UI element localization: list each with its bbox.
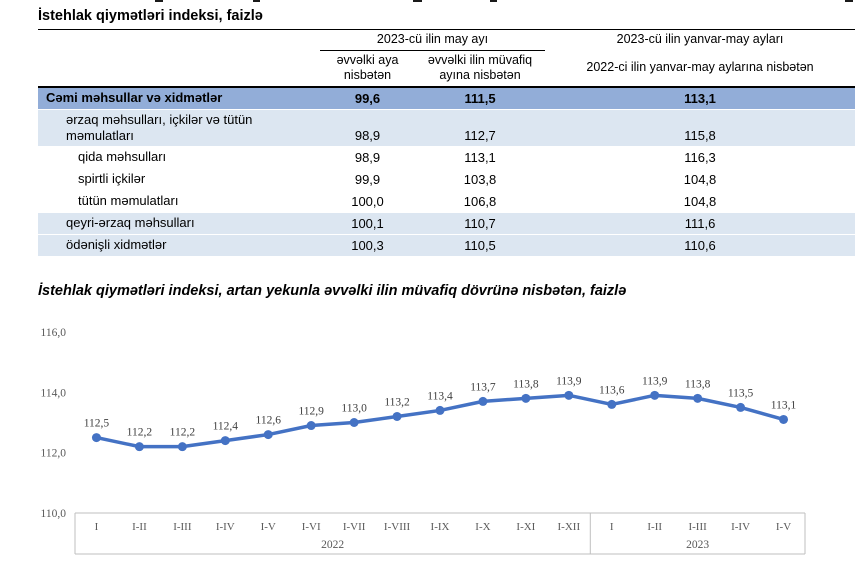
x-axis-tick-label: I-IX bbox=[430, 521, 450, 533]
table-header-group-row bbox=[38, 30, 855, 50]
data-point-marker bbox=[564, 391, 573, 400]
row-value-monthly: 100,3 bbox=[351, 237, 384, 253]
table-row-total bbox=[38, 87, 855, 109]
table-subheader-row bbox=[38, 50, 855, 87]
data-point-label: 112,5 bbox=[83, 417, 110, 430]
x-axis-tick-label: I-VIII bbox=[383, 521, 411, 533]
table-row-paid-services bbox=[38, 234, 855, 255]
cpi-table bbox=[38, 30, 855, 256]
y-axis-tick-label: 114,0 bbox=[40, 387, 66, 400]
data-point-marker bbox=[135, 442, 144, 451]
data-point-marker bbox=[478, 397, 487, 406]
column-header-ytd-line2: 2022-ci ilin yanvar-may aylarına nisbətən bbox=[586, 60, 814, 75]
row-value-yoy: 106,8 bbox=[463, 194, 497, 210]
data-point-label: 112,2 bbox=[169, 426, 196, 439]
table-row-alcoholic-drinks bbox=[38, 169, 855, 191]
row-label: qeyri-ərzaq məhsulları bbox=[66, 215, 195, 231]
data-point-marker bbox=[393, 412, 402, 421]
data-point-label: 113,6 bbox=[599, 384, 625, 397]
data-point-label: 113,8 bbox=[684, 378, 711, 391]
row-label: Cəmi məhsullar və xidmətlər bbox=[46, 89, 223, 105]
x-axis-tick-label: I-VII bbox=[342, 521, 366, 533]
table-row-tobacco-products bbox=[38, 191, 855, 213]
data-point-label: 113,9 bbox=[556, 375, 582, 388]
data-point-label: 113,9 bbox=[641, 375, 668, 388]
data-point-label: 113,2 bbox=[384, 396, 410, 409]
row-value-monthly: 98,9 bbox=[354, 150, 381, 166]
table-row-food-drinks-tobacco bbox=[38, 109, 855, 147]
row-value-yoy: 113,1 bbox=[464, 150, 496, 166]
data-point-label: 112,4 bbox=[212, 420, 239, 433]
row-value-yoy: 103,8 bbox=[463, 172, 497, 188]
row-value-monthly: 100,1 bbox=[351, 215, 384, 231]
empty-corner-cell bbox=[38, 30, 320, 50]
chart-title: İstehlak qiymətləri indeksi, artan yekunla əvvəlki ilin müvafiq dövrünə nisbətən, faizlə bbox=[38, 283, 627, 299]
data-point-marker bbox=[607, 400, 616, 409]
empty-corner-cell bbox=[38, 50, 320, 87]
y-axis-tick-label: 110,0 bbox=[40, 508, 66, 520]
x-axis-tick-label: I-XII bbox=[557, 521, 581, 533]
y-axis-tick-label: 112,0 bbox=[40, 447, 66, 460]
row-label: ödənişli xidmətlər bbox=[66, 236, 167, 252]
data-point-label: 113,8 bbox=[513, 378, 539, 391]
data-point-label: 113,7 bbox=[470, 381, 496, 394]
row-label: tütün məmulatları bbox=[78, 193, 179, 209]
row-value-monthly: 98,9 bbox=[354, 128, 381, 144]
row-value-ytd: 115,8 bbox=[684, 128, 716, 144]
row-value-yoy: 110,7 bbox=[464, 215, 496, 231]
data-point-marker bbox=[436, 406, 445, 415]
x-axis-tick-label: I-IV bbox=[731, 521, 751, 533]
table-title: İstehlak qiymətləri indeksi, faizlə bbox=[38, 8, 855, 30]
series-line bbox=[96, 395, 783, 446]
data-point-label: 112,9 bbox=[298, 405, 324, 418]
x-axis-tick-label: I-V bbox=[775, 521, 792, 533]
row-value-monthly: 99,9 bbox=[354, 172, 381, 188]
data-point-marker bbox=[521, 394, 530, 403]
column-header-vs-previous-month: əvvəlki aya nisbətən bbox=[336, 52, 399, 83]
row-value-ytd: 104,8 bbox=[683, 194, 717, 210]
cropped-text-fragment bbox=[845, 0, 853, 2]
row-value-yoy: 110,5 bbox=[464, 237, 496, 253]
x-axis-tick-label: I-V bbox=[260, 521, 276, 533]
row-label: ərzaq məhsulları, içkilər və tütün məmulatları bbox=[66, 111, 253, 143]
row-label: spirtli içkilər bbox=[78, 171, 146, 187]
column-header-ytd-line1: 2023-cü ilin yanvar-may ayları bbox=[616, 32, 784, 47]
data-point-label: 113,5 bbox=[727, 387, 754, 400]
data-point-marker bbox=[178, 442, 187, 451]
x-axis-tick-label: I bbox=[94, 521, 99, 533]
cropped-text-fragment bbox=[490, 0, 497, 2]
cpi-table-section bbox=[38, 8, 855, 256]
cropped-text-fragment bbox=[155, 0, 163, 2]
row-value-yoy: 111,5 bbox=[464, 90, 496, 106]
cropped-text-fragment bbox=[253, 0, 260, 2]
cpi-line-chart bbox=[30, 313, 860, 575]
data-point-marker bbox=[693, 394, 702, 403]
x-axis-tick-label: I-VI bbox=[301, 521, 321, 533]
data-point-marker bbox=[350, 418, 359, 427]
row-value-ytd: 104,8 bbox=[683, 172, 717, 188]
row-value-yoy: 112,7 bbox=[464, 128, 496, 144]
row-value-ytd: 111,6 bbox=[684, 215, 716, 231]
data-point-marker bbox=[92, 433, 101, 442]
row-value-monthly: 100,0 bbox=[351, 194, 384, 210]
data-point-label: 112,2 bbox=[126, 426, 153, 439]
data-point-marker bbox=[650, 391, 659, 400]
data-point-marker bbox=[264, 430, 273, 439]
x-axis-tick-label: I-III bbox=[173, 521, 192, 533]
column-group-header-may-2023: 2023-cü ilin may ayı bbox=[320, 30, 545, 50]
data-point-marker bbox=[221, 436, 230, 445]
x-axis-tick-label: I-X bbox=[475, 521, 491, 533]
x-axis-year-label: 2023 bbox=[686, 539, 710, 551]
row-label: qida məhsulları bbox=[78, 149, 167, 165]
x-axis-tick-label: I-II bbox=[647, 521, 663, 533]
row-value-ytd: 113,1 bbox=[684, 90, 716, 106]
data-point-marker bbox=[736, 403, 745, 412]
row-value-monthly: 99,6 bbox=[354, 90, 381, 106]
table-row-food-products bbox=[38, 147, 855, 169]
x-axis-tick-label: I-XI bbox=[516, 521, 536, 533]
data-point-label: 112,6 bbox=[255, 414, 281, 427]
data-point-marker bbox=[307, 421, 316, 430]
x-axis-year-label: 2022 bbox=[321, 539, 345, 551]
data-point-label: 113,0 bbox=[341, 402, 367, 415]
cropped-text-fragment bbox=[413, 0, 422, 2]
x-axis-tick-label: I bbox=[609, 521, 614, 533]
row-value-ytd: 116,3 bbox=[684, 150, 716, 166]
x-axis-tick-label: I-III bbox=[688, 521, 707, 533]
x-axis-tick-label: I-IV bbox=[215, 521, 235, 533]
x-axis-tick-label: I-II bbox=[132, 521, 147, 533]
y-axis-tick-label: 116,0 bbox=[40, 327, 66, 339]
data-point-label: 113,4 bbox=[427, 390, 453, 403]
row-value-ytd: 110,6 bbox=[684, 237, 716, 253]
table-row-non-food-products bbox=[38, 213, 855, 235]
data-point-marker bbox=[779, 415, 788, 424]
column-header-vs-same-month-previous-year: əvvəlki ilin müvafiq ayına nisbətən bbox=[427, 52, 533, 83]
data-point-label: 113,1 bbox=[770, 399, 797, 412]
